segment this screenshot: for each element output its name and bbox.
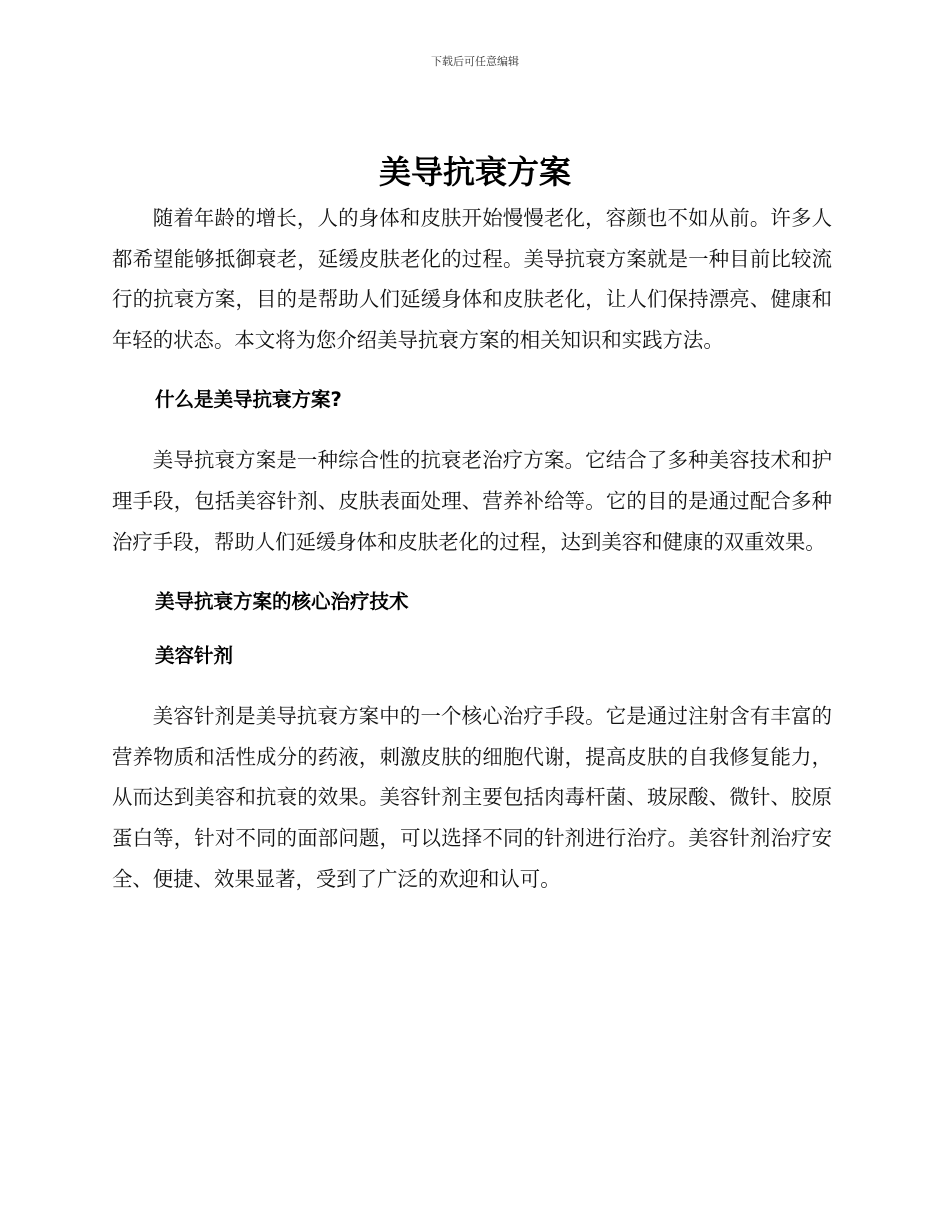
- intro-paragraph: 随着年龄的增长，人的身体和皮肤开始慢慢老化，容颜也不如从前。许多人都希望能够抵御衰老，延缓皮肤老化的过程。美导抗衰方案就是一种目前比较流行的抗衰方案，目的是帮助人们延缓身体和皮肤老化，让人们保持漂亮、健康和年轻的状态。本文将为您介绍美导抗衰方案的相关知识和实践方法。: [112, 206, 832, 352]
- spacer: [112, 616, 832, 642]
- spacer: [112, 670, 832, 696]
- document-body: [112, 198, 832, 899]
- subsection-paragraph-injections: 美容针剂是美导抗衰方案中的一个核心治疗手段。它是通过注射含有丰富的营养物质和活性成分的药液，刺激皮肤的细胞代谢，提高皮肤的自我修复能力，从而达到美容和抗衰的效果。美容针剂主要包括肉毒杆菌、玻尿酸、微针、胶原蛋白等，针对不同的面部问题，可以选择不同的针剂进行治疗。美容针剂治疗安全、便捷、效果显著，受到了广泛的欢迎和认可。: [112, 704, 832, 891]
- document-title: 美导抗衰方案: [378, 153, 571, 191]
- spacer: [112, 360, 832, 386]
- section-heading-core-techniques: 美导抗衰方案的核心治疗技术: [155, 590, 409, 614]
- spacer: [112, 414, 832, 440]
- page-header-note: 下载后可任意编辑: [431, 55, 519, 68]
- section-paragraph-what-is: 美导抗衰方案是一种综合性的抗衰老治疗方案。它结合了多种美容技术和护理手段，包括美容针剂、皮肤表面处理、营养补给等。它的目的是通过配合多种治疗手段，帮助人们延缓身体和皮肤老化的过程，达到美容和健康的双重效果。: [112, 448, 832, 554]
- spacer: [112, 562, 832, 588]
- section-heading-what-is: 什么是美导抗衰方案?: [155, 388, 342, 412]
- subsection-heading-injections: 美容针剂: [155, 644, 234, 668]
